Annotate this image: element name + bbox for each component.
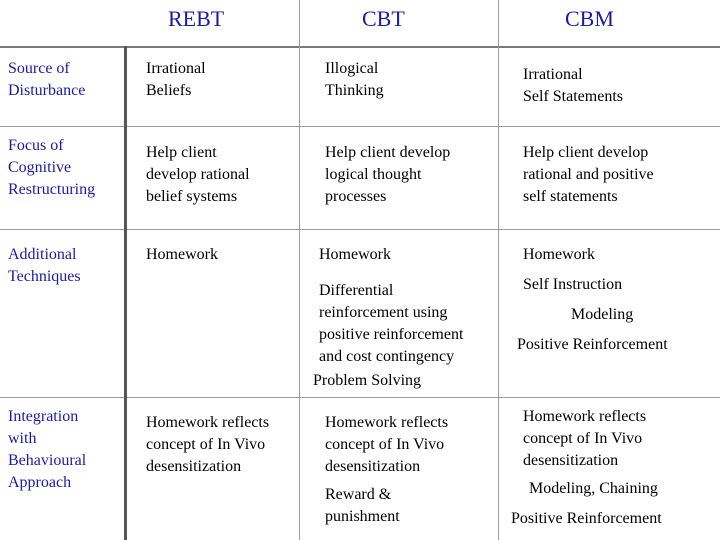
cell-cbm-integration: Homework reflects concept of In Vivo desensitization: [523, 408, 647, 469]
label-column-divider: [124, 46, 127, 540]
row-divider: [0, 229, 720, 230]
cell-cbt-integration: Reward & punishment: [325, 486, 400, 525]
cell-cbm-techniques: Positive Reinforcement: [517, 336, 668, 353]
cell-cbt-techniques: Problem Solving: [313, 372, 422, 389]
cell-cbt-techniques: Differential reinforcement using positive reinforcement and cost contingency: [319, 282, 464, 365]
cell-rebt-techniques: Homework: [146, 246, 218, 263]
cell-cbt-integration: Homework reflects concept of In Vivo desensitization: [325, 414, 449, 475]
cell-cbm-techniques: Homework: [523, 246, 595, 263]
header-rebt: REBT: [168, 6, 225, 31]
row-label-techniques: Additional Techniques: [8, 246, 81, 285]
cell-cbt-techniques: Homework: [319, 246, 391, 263]
cell-cbm-techniques: Modeling: [571, 306, 634, 323]
header-cbt: CBT: [362, 6, 405, 31]
cell-cbm-techniques: Self Instruction: [523, 276, 623, 293]
row-label-source: Source of Disturbance: [8, 60, 86, 99]
cell-cbm-source: Irrational Self Statements: [523, 66, 623, 105]
cell-cbt-focus: Help client develop logical thought processes: [325, 144, 451, 205]
cell-rebt-integration: Homework reflects concept of In Vivo desensitization: [146, 414, 270, 475]
column-divider: [299, 0, 300, 540]
cell-rebt-source: Irrational Beliefs: [146, 60, 206, 99]
cell-cbm-integration: Modeling, Chaining: [529, 480, 658, 497]
column-divider: [498, 0, 499, 540]
header-cbm: CBM: [565, 6, 614, 31]
cell-cbm-integration: Positive Reinforcement: [511, 510, 662, 527]
cell-cbm-focus: Help client develop rational and positive self statements: [523, 144, 654, 205]
cell-rebt-focus: Help client develop rational belief systems: [146, 144, 250, 205]
cell-cbt-source: Illogical Thinking: [325, 60, 384, 99]
row-label-integration: Integration with Behavioural Approach: [8, 408, 87, 491]
header-divider: [0, 46, 720, 48]
row-label-focus: Focus of Cognitive Restructuring: [8, 137, 96, 198]
row-divider: [0, 126, 720, 127]
row-divider: [0, 397, 720, 398]
